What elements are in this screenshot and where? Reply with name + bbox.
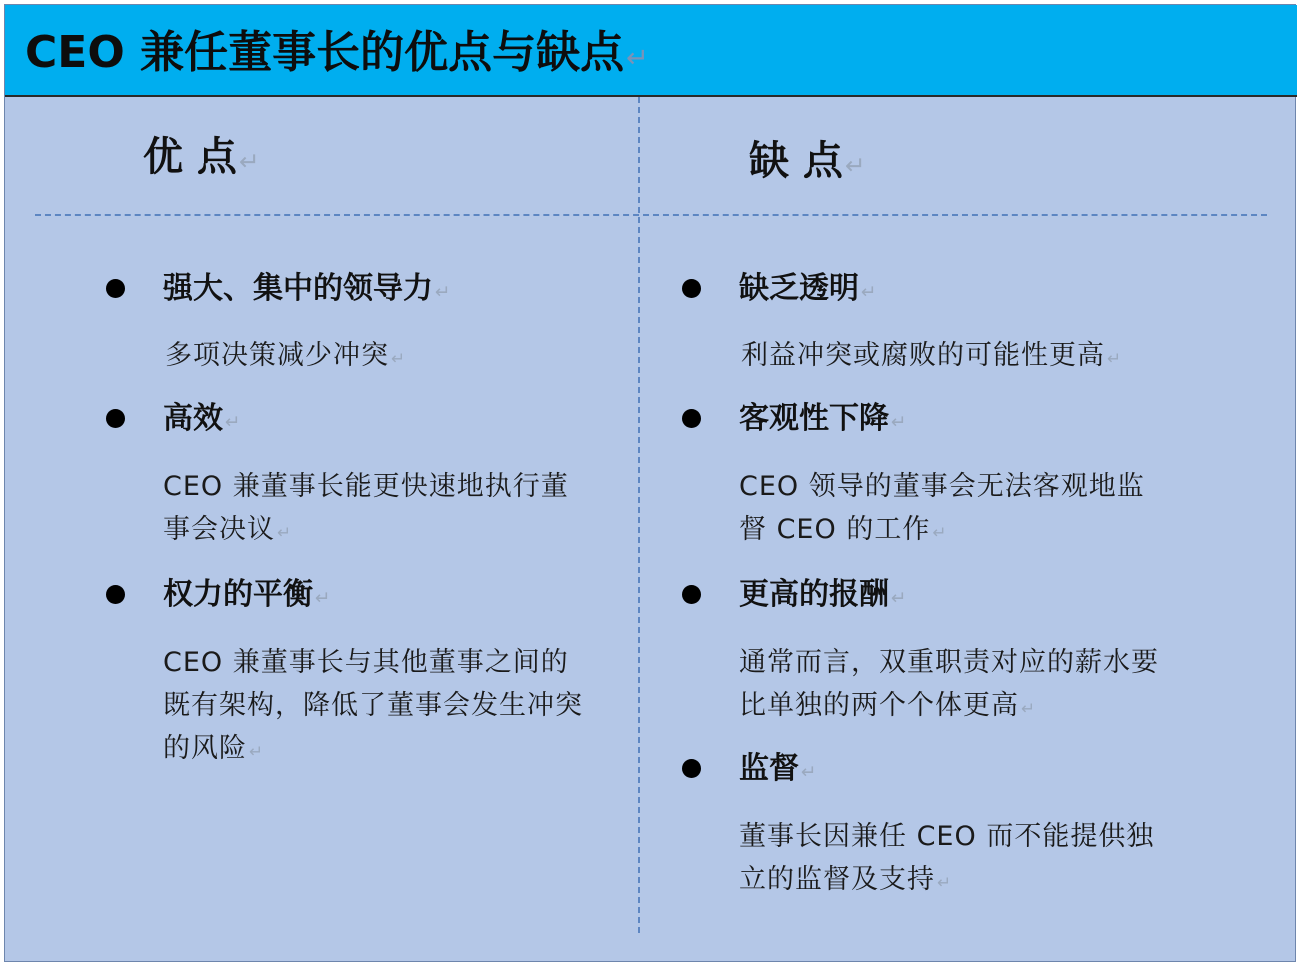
bullet-dot [106, 585, 125, 604]
bullet-dot [682, 279, 701, 298]
bullet-dot [682, 409, 701, 428]
cons-item-3-title: 更高的报酬 ↵ [739, 577, 907, 612]
return-mark: ↵ [937, 872, 953, 892]
title-bar [5, 5, 1297, 97]
pros-item-1-title: 强大、集中的领导力 ↵ [163, 271, 451, 306]
pros-item-1-desc: 多项决策减少冲突 ↵ [165, 340, 407, 371]
cons-item-3-desc: 通常而言，双重职责对应的薪水要比单独的两个个体更高 ↵ [739, 647, 1159, 721]
bullet-dot [106, 279, 125, 298]
return-mark: ↵ [277, 522, 293, 542]
return-mark: ↵ [626, 43, 649, 74]
return-mark: ↵ [801, 762, 817, 783]
bullet-dot [106, 409, 125, 428]
return-mark: ↵ [435, 282, 451, 303]
return-mark: ↵ [315, 588, 331, 609]
header-divider [35, 214, 1267, 216]
return-mark: ↵ [861, 282, 877, 303]
return-mark: ↵ [225, 412, 241, 433]
comparison-panel [4, 4, 1296, 962]
page-title: CEO 兼任董事长的优点与缺点↵ [25, 27, 649, 78]
return-mark: ↵ [391, 348, 407, 368]
cons-item-1-desc: 利益冲突或腐败的可能性更高 ↵ [741, 340, 1123, 371]
return-mark: ↵ [249, 741, 265, 761]
cons-header: 缺 点↵ [749, 138, 866, 184]
pros-item-3-title: 权力的平衡 ↵ [163, 577, 331, 612]
cons-item-4-title: 监督 ↵ [739, 751, 817, 786]
return-mark: ↵ [844, 151, 866, 180]
pros-header: 优 点↵ [143, 134, 260, 180]
return-mark: ↵ [238, 147, 260, 176]
return-mark: ↵ [891, 588, 907, 609]
pros-item-2-title: 高效 ↵ [163, 401, 241, 436]
cons-item-2-desc: CEO 领导的董事会无法客观地监督 CEO 的工作 ↵ [739, 471, 1145, 545]
cons-item-4-desc: 董事长因兼任 CEO 而不能提供独立的监督及支持 ↵ [739, 821, 1155, 895]
bullet-dot [682, 759, 701, 778]
pros-item-2-desc: CEO 兼董事长能更快速地执行董事会决议 ↵ [163, 471, 569, 545]
cons-item-2-title: 客观性下降 ↵ [739, 401, 907, 436]
return-mark: ↵ [891, 412, 907, 433]
return-mark: ↵ [1107, 348, 1123, 368]
column-divider [638, 97, 640, 933]
return-mark: ↵ [1021, 698, 1037, 718]
bullet-dot [682, 585, 701, 604]
pros-item-3-desc: CEO 兼董事长与其他董事之间的既有架构，降低了董事会发生冲突的风险 ↵ [163, 647, 583, 764]
return-mark: ↵ [932, 522, 948, 542]
cons-item-1-title: 缺乏透明 ↵ [739, 271, 877, 306]
